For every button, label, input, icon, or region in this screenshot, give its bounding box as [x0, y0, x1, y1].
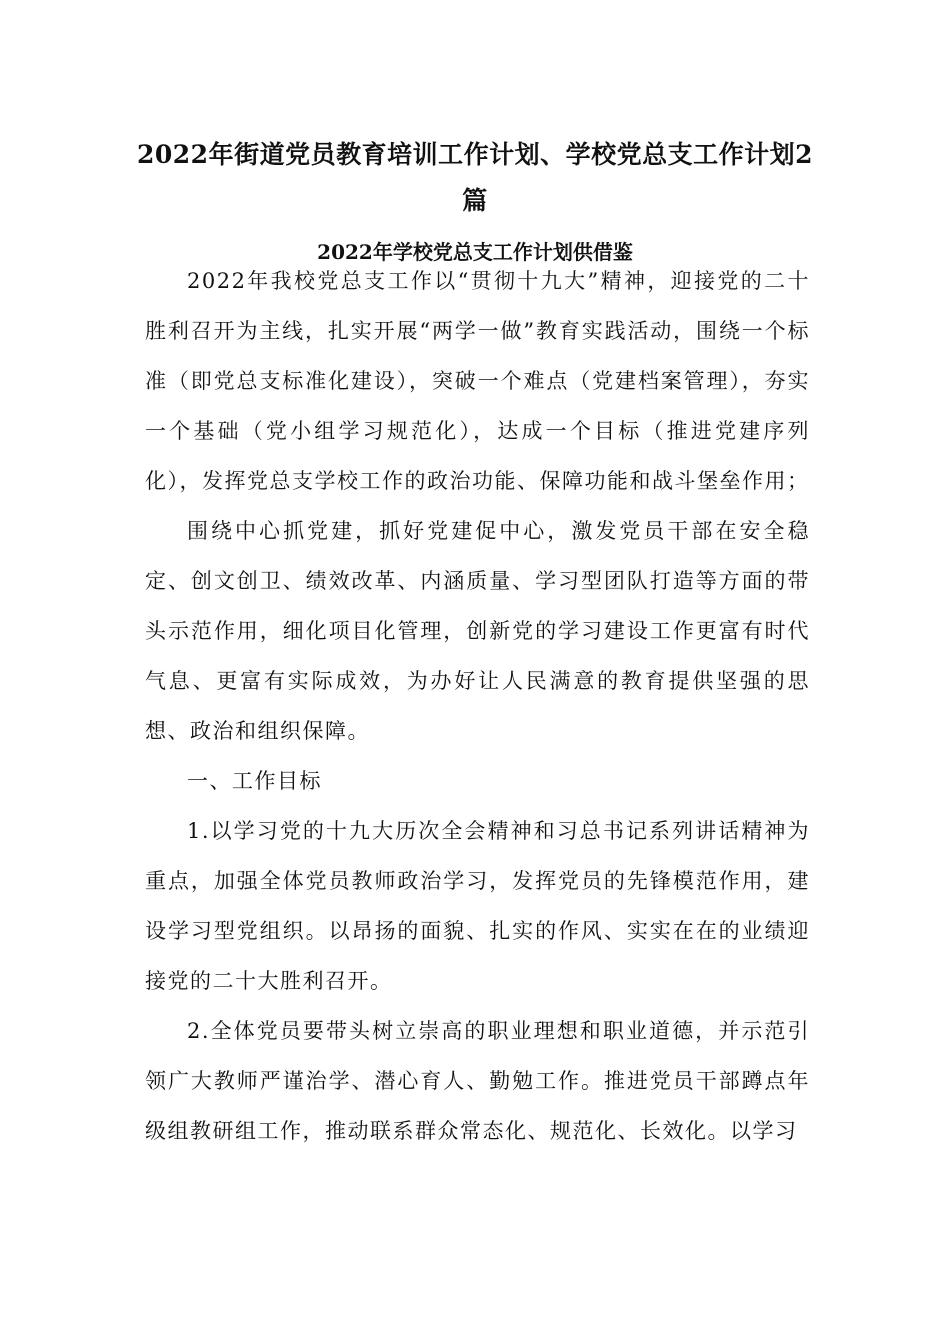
document-subtitle: 2022年学校党总支工作计划供借鉴	[317, 240, 633, 264]
paragraph-goal-1: 1.以学习党的十九大历次全会精神和习总书记系列讲话精神为重点，加强全体党员教师政治学习，发挥党员的先锋模范作用，建设学习型党组织。以昂扬的面貌、扎实的作风、实实在在的业绩迎接党的二十大胜利召开。	[145, 819, 810, 993]
paragraph-focus: 围绕中心抓党建，抓好党建促中心，激发党员干部在安全稳定、创文创卫、绩效改革、内涵质量、学习型团队打造等方面的带头示范作用，细化项目化管理，创新党的学习建设工作更富有时代气息、更富有实际成效，为办好让人民满意的教育提供坚强的思想、政治和组织保障。	[145, 519, 810, 743]
document-body	[145, 256, 810, 1156]
section-heading-goals: 一、工作目标	[187, 769, 322, 793]
paragraph-intro: 2022年我校党总支工作以“贯彻十九大”精神，迎接党的二十胜利召开为主线，扎实开展“两学一做”教育实践活动，围绕一个标准（即党总支标准化建设），突破一个难点（党建档案管理），夯实一个基础（党小组学习规范化），达成一个目标（推进党建序列化），发挥党总支学校工作的政治功能、保障功能和战斗堡垒作用；	[145, 269, 810, 493]
document-title: 2022年街道党员教育培训工作计划、学校党总支工作计划2篇	[137, 140, 813, 215]
paragraph-goal-2: 2.全体党员要带头树立崇高的职业理想和职业道德，并示范引领广大教师严谨治学、潜心育人、勤勉工作。推进党员干部蹲点年级组教研组工作，推动联系群众常态化、规范化、长效化。以学习	[145, 1019, 810, 1143]
